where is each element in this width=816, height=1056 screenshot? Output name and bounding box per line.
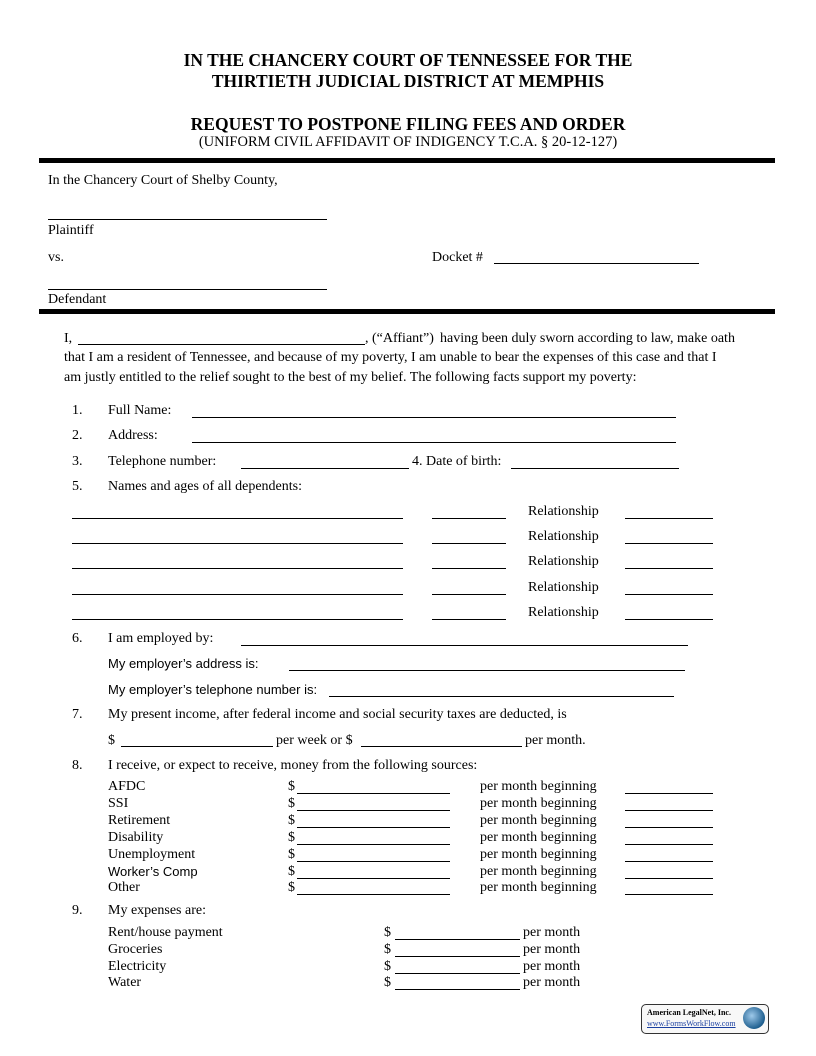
income-per-month-field[interactable]	[361, 746, 522, 747]
dependent-relationship-field[interactable]	[625, 619, 713, 620]
per-month-label: per month.	[525, 733, 586, 748]
per-month-label: per month	[523, 942, 581, 957]
per-week-label: per week or $	[276, 733, 353, 748]
dollar-sign: $	[288, 796, 295, 811]
item-number: 9.	[72, 903, 83, 918]
expense-label: Water	[108, 975, 142, 990]
dollar-sign: $	[288, 779, 295, 794]
employer-phone-field[interactable]	[329, 696, 674, 697]
dollar-sign: $	[384, 942, 391, 957]
intro-i: I,	[64, 331, 73, 346]
source-label: Unemployment	[108, 847, 196, 862]
court-heading-line2: THIRTIETH JUDICIAL DISTRICT AT MEMPHIS	[211, 71, 605, 91]
dependent-age-field[interactable]	[432, 518, 506, 519]
expense-label: Groceries	[108, 942, 163, 957]
dependent-name-field[interactable]	[72, 619, 403, 620]
employed-by-label: I am employed by:	[108, 631, 214, 646]
source-label: Other	[108, 880, 140, 895]
expense-amount-field[interactable]	[395, 989, 520, 990]
dollar-sign: $	[384, 959, 391, 974]
per-month-beginning-label: per month beginning	[480, 830, 597, 845]
dependents-label: Names and ages of all dependents:	[108, 479, 302, 494]
source-amount-field[interactable]	[297, 827, 450, 828]
docket-number-field[interactable]	[494, 263, 699, 264]
receive-text: I receive, or expect to receive, money from the following sources:	[108, 758, 478, 773]
expense-amount-field[interactable]	[395, 973, 520, 974]
publisher-logo[interactable]	[641, 1004, 769, 1034]
relationship-label: Relationship	[528, 529, 599, 544]
source-date-field[interactable]	[625, 861, 713, 862]
item-number: 6.	[72, 631, 83, 646]
dob-label: 4. Date of birth:	[412, 454, 502, 469]
per-month-beginning-label: per month beginning	[480, 813, 597, 828]
relationship-label: Relationship	[528, 580, 599, 595]
full-name-label: Full Name:	[108, 403, 172, 418]
document-title: REQUEST TO POSTPONE FILING FEES AND ORDER	[190, 114, 626, 134]
source-date-field[interactable]	[625, 894, 713, 895]
publisher-url[interactable]: www.FormsWorkFlow.com	[647, 1019, 736, 1028]
dependent-name-field[interactable]	[72, 543, 403, 544]
telephone-label: Telephone number:	[108, 454, 217, 469]
intro-line2: that I am a resident of Tennessee, and because of my poverty, I am unable to bear the expenses of this case and that I	[64, 350, 717, 365]
dependent-relationship-field[interactable]	[625, 543, 713, 544]
expense-label: Rent/house payment	[108, 925, 223, 940]
source-label: Retirement	[108, 813, 171, 828]
affiant-label: , (“Affiant”)	[365, 331, 434, 346]
expense-amount-field[interactable]	[395, 956, 520, 957]
caption-top-rule	[39, 158, 775, 163]
affiant-name-field[interactable]	[78, 344, 365, 345]
source-date-field[interactable]	[625, 878, 713, 879]
telephone-field[interactable]	[241, 468, 409, 469]
dollar-sign: $	[384, 925, 391, 940]
source-label: AFDC	[108, 779, 146, 794]
dependent-age-field[interactable]	[432, 543, 506, 544]
source-amount-field[interactable]	[297, 878, 450, 879]
per-month-label: per month	[523, 925, 581, 940]
dollar-sign: $	[288, 880, 295, 895]
source-amount-field[interactable]	[297, 810, 450, 811]
document-subtitle: (UNIFORM CIVIL AFFIDAVIT OF INDIGENCY T.C.A. § 20-12-127)	[198, 134, 618, 150]
item-number: 3.	[72, 454, 83, 469]
address-field[interactable]	[192, 442, 676, 443]
source-amount-field[interactable]	[297, 894, 450, 895]
caption-bottom-rule	[39, 309, 775, 314]
source-date-field[interactable]	[625, 827, 713, 828]
employer-address-field[interactable]	[289, 670, 685, 671]
dollar-sign: $	[288, 830, 295, 845]
vs-label: vs.	[48, 250, 64, 265]
dollar-sign: $	[288, 847, 295, 862]
court-heading-line1: IN THE CHANCERY COURT OF TENNESSEE FOR THE	[183, 50, 633, 70]
employer-field[interactable]	[241, 645, 688, 646]
source-date-field[interactable]	[625, 844, 713, 845]
dollar-sign: $	[108, 733, 115, 748]
relationship-label: Relationship	[528, 605, 599, 620]
dependent-age-field[interactable]	[432, 568, 506, 569]
per-month-beginning-label: per month beginning	[480, 796, 597, 811]
dependent-name-field[interactable]	[72, 594, 403, 595]
item-number: 8.	[72, 758, 83, 773]
per-month-label: per month	[523, 959, 581, 974]
dependent-relationship-field[interactable]	[625, 518, 713, 519]
intro-sworn-text: having been duly sworn according to law, make oath	[440, 331, 735, 346]
publisher-name: American LegalNet, Inc.	[647, 1008, 731, 1017]
dependent-name-field[interactable]	[72, 518, 403, 519]
intro-line3: am justly entitled to the relief sought to the best of my belief. The following facts support my poverty:	[64, 370, 637, 385]
expenses-label: My expenses are:	[108, 903, 206, 918]
income-text: My present income, after federal income and social security taxes are deducted, is	[108, 707, 567, 722]
dollar-sign: $	[288, 864, 295, 879]
expense-amount-field[interactable]	[395, 939, 520, 940]
source-label: Worker’s Comp	[108, 864, 198, 879]
dependent-relationship-field[interactable]	[625, 594, 713, 595]
dependent-relationship-field[interactable]	[625, 568, 713, 569]
plaintiff-label: Plaintiff	[48, 223, 94, 238]
dependent-name-field[interactable]	[72, 568, 403, 569]
relationship-label: Relationship	[528, 554, 599, 569]
address-label: Address:	[108, 428, 158, 443]
per-month-beginning-label: per month beginning	[480, 880, 597, 895]
item-number: 5.	[72, 479, 83, 494]
court-county-text: In the Chancery Court of Shelby County,	[48, 173, 278, 188]
source-date-field[interactable]	[625, 793, 713, 794]
docket-label: Docket #	[432, 250, 483, 265]
item-number: 1.	[72, 403, 83, 418]
dollar-sign: $	[288, 813, 295, 828]
item-number: 2.	[72, 428, 83, 443]
per-month-label: per month	[523, 975, 581, 990]
per-month-beginning-label: per month beginning	[480, 864, 597, 879]
per-month-beginning-label: per month beginning	[480, 847, 597, 862]
defendant-label: Defendant	[48, 292, 107, 307]
dependent-age-field[interactable]	[432, 619, 506, 620]
dollar-sign: $	[384, 975, 391, 990]
income-per-week-field[interactable]	[121, 746, 273, 747]
defendant-name-field[interactable]	[48, 289, 327, 290]
source-amount-field[interactable]	[297, 793, 450, 794]
dob-field[interactable]	[511, 468, 679, 469]
source-amount-field[interactable]	[297, 844, 450, 845]
per-month-beginning-label: per month beginning	[480, 779, 597, 794]
plaintiff-name-field[interactable]	[48, 219, 327, 220]
source-amount-field[interactable]	[297, 861, 450, 862]
relationship-label: Relationship	[528, 504, 599, 519]
globe-icon	[743, 1007, 765, 1029]
source-label: SSI	[108, 796, 129, 811]
dependent-age-field[interactable]	[432, 594, 506, 595]
employer-address-label: My employer’s address is:	[108, 656, 259, 671]
source-date-field[interactable]	[625, 810, 713, 811]
item-number: 7.	[72, 707, 83, 722]
full-name-field[interactable]	[192, 417, 676, 418]
expense-label: Electricity	[108, 959, 167, 974]
source-label: Disability	[108, 830, 164, 845]
employer-phone-label: My employer’s telephone number is:	[108, 682, 318, 697]
